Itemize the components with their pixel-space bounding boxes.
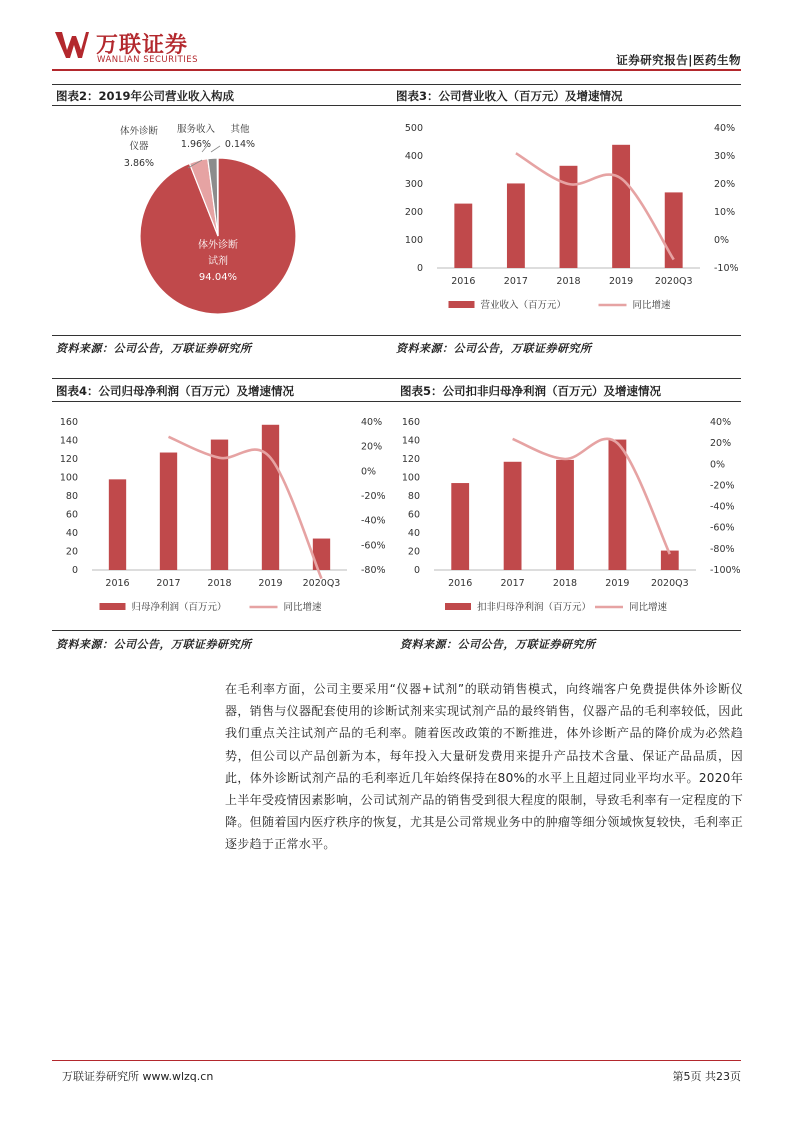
x-tick-label: 2019	[258, 578, 283, 589]
x-tick-label: 2016	[448, 578, 473, 589]
growth-line	[513, 439, 670, 554]
x-tick-label: 2017	[500, 578, 525, 589]
legend-bar-label: 营业收入（百万元）	[480, 300, 567, 311]
bar-2019	[612, 145, 630, 268]
y-tick-label: 60	[65, 509, 78, 521]
y-tick-label: 140	[401, 435, 420, 447]
wanlian-logo-icon	[55, 30, 89, 60]
figure-row1-title-rule	[52, 105, 741, 106]
legend-bar-label: 归母净利润（百万元）	[131, 602, 227, 613]
legend-line-label: 同比增速	[283, 602, 322, 613]
y-tick-label: 200	[404, 207, 423, 218]
y-tick-label: 40	[407, 528, 420, 539]
x-tick-label: 2016	[105, 578, 130, 589]
growth-line	[516, 153, 674, 259]
y-tick-label: 400	[404, 151, 423, 162]
y-tick-label: 0	[413, 565, 420, 576]
y2-tick-label: 0%	[361, 466, 377, 478]
y2-tick-label: 20%	[714, 179, 736, 190]
report-category: 证券研究报告|医药生物	[616, 53, 741, 67]
x-tick-label: 2019	[609, 276, 634, 287]
bar-2017	[160, 453, 177, 570]
brand-name-en: WANLIAN SECURITIES	[97, 55, 199, 65]
pie-slice-3	[217, 158, 218, 236]
y2-tick-label: 30%	[714, 151, 736, 162]
y-tick-label: 300	[404, 179, 423, 190]
y2-tick-label: 40%	[714, 123, 736, 134]
y-tick-label: 160	[401, 417, 420, 428]
legend-bar-swatch	[449, 301, 475, 308]
y2-tick-label: 40%	[710, 417, 732, 428]
figure-row1-top-rule	[52, 84, 741, 85]
growth-line	[169, 437, 322, 579]
y2-tick-label: 40%	[361, 417, 383, 428]
figure3-source: 资料来源：公司公告，万联证券研究所	[396, 342, 592, 355]
y2-tick-label: 20%	[710, 438, 732, 450]
x-tick-label: 2018	[552, 578, 578, 589]
y-tick-label: 500	[404, 123, 423, 134]
y-tick-label: 120	[401, 454, 420, 465]
y-tick-label: 100	[59, 472, 78, 484]
pie-label-instrument-l1: 体外诊断	[119, 126, 159, 137]
figure3-title: 图表3：公司营业收入（百万元）及增速情况	[396, 89, 623, 103]
y2-tick-label: -40%	[361, 515, 386, 527]
pie-label-service: 服务收入	[176, 124, 216, 135]
figure2-title: 图表2：2019年公司营业收入构成	[56, 89, 235, 103]
y-tick-label: 0	[71, 565, 78, 576]
y2-tick-label: 20%	[361, 441, 383, 453]
pie-label-other-value: 0.14%	[224, 139, 256, 150]
y2-tick-label: -80%	[710, 543, 735, 555]
net-profit-growth-chart	[52, 404, 387, 626]
x-tick-label: 2019	[605, 578, 630, 589]
y-tick-label: 140	[59, 435, 78, 447]
y2-tick-label: -20%	[361, 491, 386, 502]
y2-tick-label: -60%	[361, 540, 386, 552]
pie-label-reagent-l2: 试剂	[208, 256, 228, 267]
figure4-title: 图表4：公司归母净利润（百万元）及增速情况	[56, 384, 294, 398]
y2-tick-label: -20%	[710, 480, 735, 492]
y2-tick-label: 0%	[710, 459, 726, 471]
figure-row2-top-rule	[52, 378, 741, 379]
footer-source: 万联证券研究所 www.wlzq.cn	[62, 1070, 214, 1083]
y-tick-label: 20	[65, 546, 78, 558]
body-paragraph: 在毛利率方面，公司主要采用“仪器+试剂”的联动销售模式，向终端客户免费提供体外诊断仪器，销售与仪器配套使用的诊断试剂来实现试剂产品的最终销售，仪器产品的毛利率较低，因此我们重点关注试剂产品的毛利率。随着医改政策的不断推进，体外诊断产品的降价成为必然趋势，但公司以产品创新为本，每年投入大量研发费用来提升产品技术含量、保证产品品质，因此，体外诊断试剂产品的毛利率近几年始终保持在80%的水平上且超过同业平均水平。2020年上半年受疫情因素影响，公司试剂产品的销售受到很大程度的限制，导致毛利率有一定程度的下降。但随着国内医疗秩序的恢复，尤其是公司常规业务中的肿瘤等细分领域恢复较快，毛利率正逐步趋于正常水平。	[225, 682, 743, 852]
y2-tick-label: -80%	[361, 565, 386, 576]
y-tick-label: 20	[407, 546, 420, 558]
bar-2016	[451, 483, 469, 570]
pie-label-service-value: 1.96%	[180, 139, 212, 150]
x-tick-label: 2020Q3	[650, 578, 689, 589]
bar-2019	[262, 425, 279, 570]
legend-bar-label: 扣非归母净利润（百万元）	[477, 602, 592, 613]
y-tick-label: 80	[407, 491, 420, 502]
figure5-title: 图表5：公司扣非归母净利润（百万元）及增速情况	[400, 384, 661, 398]
x-tick-label: 2017	[156, 578, 181, 589]
legend-line-label: 同比增速	[632, 300, 671, 311]
page-number: 第5页 共23页	[672, 1070, 741, 1083]
header-divider	[52, 69, 741, 71]
pie-label-reagent-value: 94.04%	[198, 272, 238, 283]
figure5-source: 资料来源：公司公告，万联证券研究所	[400, 638, 596, 651]
bar-2018	[556, 460, 574, 570]
y2-tick-label: -60%	[710, 522, 735, 534]
y2-tick-label: -40%	[710, 501, 735, 513]
footer-divider	[52, 1060, 741, 1061]
x-tick-label: 2018	[556, 276, 581, 287]
deducted-net-profit-growth-chart	[396, 404, 741, 626]
y-tick-label: 100	[401, 472, 420, 484]
pie-label-other: 其他	[230, 124, 250, 135]
pie-label-reagent-l1: 体外诊断	[198, 240, 238, 251]
pie-label-instrument-value: 3.86%	[123, 158, 155, 169]
bar-2016	[454, 204, 472, 268]
y2-tick-label: -100%	[710, 565, 741, 576]
bar-2017	[507, 183, 525, 268]
y2-tick-label: 0%	[714, 235, 730, 246]
y-tick-label: 120	[59, 454, 78, 465]
x-tick-label: 2016	[451, 276, 476, 287]
pie-leader-other	[211, 146, 220, 152]
bar-2016	[109, 479, 126, 570]
brand-name: 万联证券	[96, 33, 189, 58]
y-tick-label: 100	[404, 235, 423, 246]
revenue-growth-chart	[392, 108, 742, 330]
y-tick-label: 80	[65, 491, 78, 502]
y-tick-label: 60	[407, 509, 420, 521]
bar-2019	[608, 440, 626, 570]
figure-row2-title-rule	[52, 401, 741, 402]
bar-2017	[504, 462, 522, 570]
y-tick-label: 40	[65, 528, 78, 539]
figure-row1-bottom-rule	[52, 335, 741, 336]
figure4-source: 资料来源：公司公告，万联证券研究所	[56, 638, 252, 651]
revenue-composition-pie-chart	[52, 108, 382, 330]
y2-tick-label: -10%	[714, 263, 739, 274]
figure2-source: 资料来源：公司公告，万联证券研究所	[56, 342, 252, 355]
x-tick-label: 2020Q3	[654, 276, 693, 287]
x-tick-label: 2017	[503, 276, 528, 287]
pie-label-instrument-l2: 仪器	[129, 141, 149, 152]
x-tick-label: 2018	[207, 578, 232, 589]
y-tick-label: 0	[416, 263, 423, 274]
legend-line-label: 同比增速	[629, 602, 668, 613]
x-tick-label: 2020Q3	[302, 578, 341, 589]
y2-tick-label: 10%	[714, 207, 736, 218]
bar-2020Q3	[665, 192, 683, 268]
legend-bar-swatch	[445, 603, 471, 610]
legend-bar-swatch	[100, 603, 126, 610]
y-tick-label: 160	[59, 417, 78, 428]
figure-row2-bottom-rule	[52, 630, 741, 631]
